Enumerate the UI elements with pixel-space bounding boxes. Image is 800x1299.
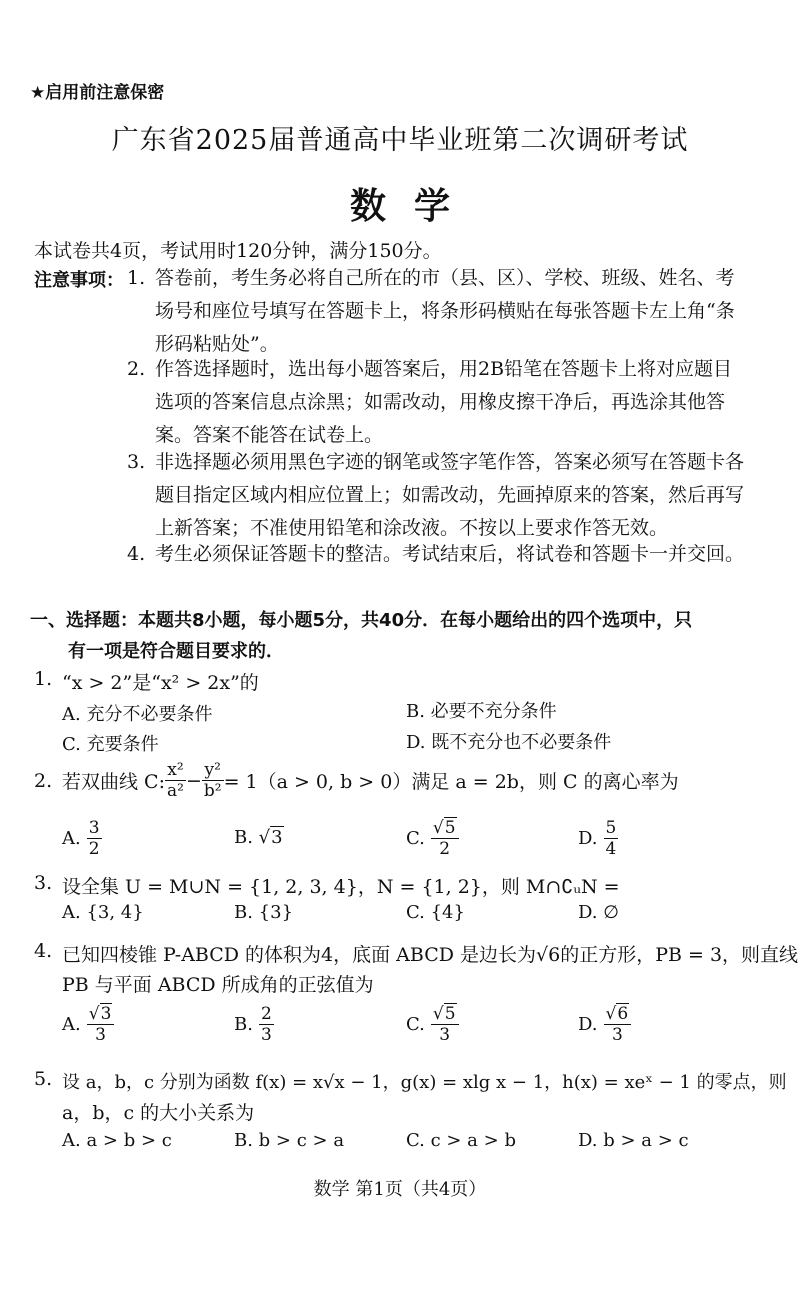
notice-item-1 [127,262,145,295]
frac-num: 2 [260,1004,272,1024]
sqrt-value: 5 [444,818,456,838]
notice-item-4 [127,538,145,571]
option-label: B. [234,827,253,848]
frac-num: 5 [605,818,617,838]
q2-condition: = 1（a > 0, b > 0）满足 a = 2b，则 C 的离心率为 [223,771,679,793]
q2-frac-y-num: y² [202,760,224,781]
notice-line: 答卷前，考生务必将自己所在的市（县、区）、学校、班级、姓名、考 [155,267,735,289]
q2-option-c [406,818,459,859]
frac-num: 3 [88,818,100,838]
q3-number: 3. [34,872,53,894]
option-label: D. [578,828,598,849]
q1-option-a: A. 充分不必要条件 [62,704,213,725]
q4-b-frac [259,1004,274,1045]
sqrt-value: 3 [271,827,283,848]
q2-option-d [578,818,618,859]
subject-title: 数学 [349,186,478,227]
notice-line: 题目指定区域内相应位置上；如需改动，先画掉原来的答案，然后再写 [155,484,745,506]
q1-option-b: B. 必要不充分条件 [406,701,557,722]
notice-line: 场号和座位号填写在答题卡上，将条形码横贴在每张答题卡左上角“条 [155,300,735,322]
option-label: A. [62,828,81,849]
q5-option-d: D. b > a > c [578,1130,689,1151]
frac-den: 3 [439,1025,451,1045]
q5-text-line2: a，b，c 的大小关系为 [62,1102,255,1124]
option-label: C. [406,828,425,849]
q2-d-frac [604,818,619,859]
frac-den: 2 [88,839,100,859]
q4-a-frac [87,1004,115,1045]
q2-frac-y-den: b² [203,781,222,801]
notice-item-3-text [155,446,744,545]
q4-text-line2: PB 与平面 ABCD 所成角的正弦值为 [62,974,374,996]
q1-option-c: C. 充要条件 [62,734,159,755]
sqrt-value: 3 [100,1004,112,1024]
option-label: B. [234,1014,253,1035]
frac-den: 3 [95,1025,106,1045]
q2-frac-x-den: a² [166,781,184,801]
q3-text: 设全集 U = M∪N = {1, 2, 3, 4}，N = {1, 2}，则 M∩∁ᵤN = [62,876,620,898]
notice-line: 作答选择题时，选出每小题答案后，用2B铅笔在答题卡上将对应题目 [155,358,733,380]
q2-frac-x-num: x² [165,760,186,781]
q2-minus: − [185,769,202,792]
q5-text-line1: 设 a，b，c 分别为函数 f(x) = x√x − 1，g(x) = xlg x − 1，h(x) = xeˣ − 1 的零点，则 [62,1072,787,1093]
frac-den: 2 [439,839,451,859]
notice-item-1-text [155,262,735,361]
exam-intro: 本试卷共4页，考试用时120分钟，满分150分。 [34,240,442,262]
notice-line: 考生必须保证答题卡的整洁。考试结束后，将试卷和答题卡一并交回。 [155,543,745,565]
option-label: D. [578,1014,598,1035]
q1-number: 1. [34,668,53,690]
notice-line: 上新答案；不准使用铅笔和涂改液。不按以上要求作答无效。 [155,517,669,539]
notice-item-2 [127,353,145,386]
notice-item-4-text [155,538,744,571]
q2-c-frac [431,818,459,859]
notice-num: 3. [127,451,146,473]
frac-num: √6 [604,1004,632,1025]
frac-den: 4 [605,839,617,859]
q4-c-frac [431,1004,459,1045]
frac-num: √5 [431,1004,459,1025]
frac-num: √3 [87,1004,115,1025]
notice-num: 2. [127,358,146,380]
q2-a-frac [87,818,102,859]
q2-option-a [62,818,102,859]
frac-den: 3 [611,1025,623,1045]
notice-num: 4. [127,543,146,565]
q4-d-frac [604,1004,632,1045]
sqrt-value: 6 [617,1004,629,1024]
notice-item-3 [127,446,145,479]
notice-line: 选项的答案信息点涂黑；如需改动，用橡皮擦干净后，再选涂其他答 [155,391,726,413]
q2-prefix: 若双曲线 C: [62,771,165,793]
q3-option-d: D. ∅ [578,902,619,923]
frac-den: 3 [260,1025,272,1045]
q4-option-d [578,1004,631,1045]
option-label: A. [62,1014,81,1035]
q4-option-a [62,1004,114,1045]
q5-option-c: C. c > a > b [406,1130,516,1151]
option-label: C. [406,1014,425,1035]
q3-option-b: B. {3} [234,902,294,923]
page-footer: 数学 第1页（共4页） [313,1179,487,1200]
q5-option-a: A. a > b > c [62,1130,172,1151]
q4-option-b [234,1004,274,1045]
q1-option-d: D. 既不充分也不必要条件 [406,732,612,753]
q2-option-b: B. √3 [234,827,283,848]
q4-text-line1: 已知四棱锥 P-ABCD 的体积为4，底面 ABCD 是边长为√6的正方形，PB = 3，则直线 [62,944,799,966]
notice-item-2-text [155,353,732,452]
q5-option-b: B. b > c > a [234,1130,345,1151]
q3-option-a: A. {3, 4} [62,902,144,923]
frac-num: √5 [431,818,459,839]
q2-text [62,760,679,801]
notice-line: 案。答案不能答在试卷上。 [155,424,384,446]
q5-number: 5. [34,1068,53,1090]
q2-frac-x [165,760,186,801]
sqrt-value: 5 [444,1004,456,1024]
q3-option-c: C. {4} [406,902,465,923]
section-heading: 一、选择题：本题共8小题，每小题5分，共40分．在每小题给出的四个选项中，只 [30,610,693,631]
notice-num: 1. [127,267,146,289]
q1-text: “x > 2”是“x² > 2x”的 [62,672,259,694]
q2-number: 2. [34,770,53,792]
notice-line: 形码粘贴处”。 [155,333,279,355]
q2-frac-y [202,760,224,801]
q4-option-c [406,1004,459,1045]
notice-line: 非选择题必须用黑色字迹的钢笔或签字笔作答，答案必须写在答题卡各 [155,451,745,473]
notice-label: 注意事项： [34,270,124,291]
q4-number: 4. [34,940,53,962]
exam-title: 广东省2025届普通高中毕业班第二次调研考试 [111,125,689,156]
section-heading-cont: 有一项是符合题目要求的． [68,641,284,662]
confidential-notice: ★启用前注意保密 [30,83,165,103]
